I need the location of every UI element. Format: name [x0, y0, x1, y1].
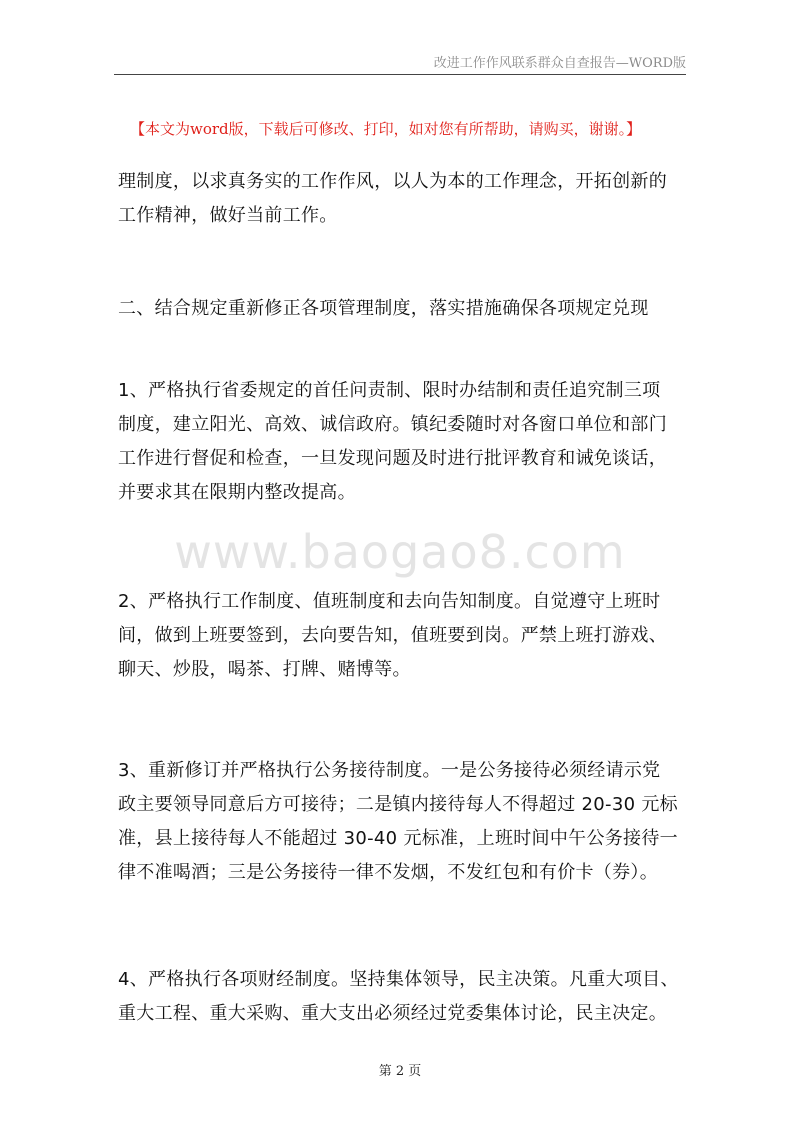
text-line: 并要求其在限期内整改提高。: [118, 482, 356, 503]
header-divider: [114, 74, 686, 75]
text-line: 2、严格执行工作制度、值班制度和去向告知制度。自觉遵守上班时: [118, 591, 661, 612]
site-watermark: www.baogao8.com: [174, 525, 626, 579]
text-line: 间，做到上班要签到，去向要告知，值班要到岗。严禁上班打游戏、: [118, 625, 667, 646]
text-line: 理制度，以求真务实的工作作风，以人为本的工作理念，开拓创新的: [118, 171, 667, 192]
text-line: 重大工程、重大采购、重大支出必须经过党委集体讨论，民主决定。: [118, 1003, 667, 1024]
text-line: 制度，建立阳光、高效、诚信政府。镇纪委随时对各窗口单位和部门: [118, 414, 667, 435]
text-line: 二、结合规定重新修正各项管理制度，落实措施确保各项规定兑现: [118, 298, 649, 319]
purchase-notice: 【本文为word版，下载后可修改、打印，如对您有所帮助，请购买，谢谢。】: [130, 120, 642, 138]
text-line: 1、严格执行省委规定的首任问责制、限时办结制和责任追究制三项: [118, 380, 661, 401]
text-line: 3、重新修订并严格执行公务接待制度。一是公务接待必须经请示党: [118, 760, 661, 781]
paragraph-item-1: [118, 382, 688, 518]
paragraph-item-2: [118, 593, 688, 695]
page-header-title: 改进工作作风联系群众自查报告—WORD版: [433, 56, 686, 71]
text-line: 准，县上接待每人不能超过 30-40 元标准，上班时间中午公务接待一: [118, 828, 678, 849]
paragraph-intro-continued: [118, 173, 688, 241]
paragraph-item-4: [118, 971, 688, 1039]
text-line: 4、严格执行各项财经制度。坚持集体领导，民主决策。凡重大项目、: [118, 969, 679, 990]
page-number: 第 2 页: [378, 1064, 422, 1079]
paragraph-item-3: [118, 762, 688, 898]
text-line: 政主要领导同意后方可接待；二是镇内接待每人不得超过 20-30 元标: [118, 794, 678, 815]
text-line: 工作进行督促和检查，一旦发现问题及时进行批评教育和诫免谈话，: [118, 448, 667, 469]
text-line: 聊天、炒股，喝茶、打牌、赌博等。: [118, 659, 411, 680]
text-line: 律不准喝酒；三是公务接待一律不发烟，不发红包和有价卡（券）。: [118, 862, 658, 883]
text-line: 工作精神，做好当前工作。: [118, 205, 338, 226]
section-heading-2: [118, 300, 688, 334]
